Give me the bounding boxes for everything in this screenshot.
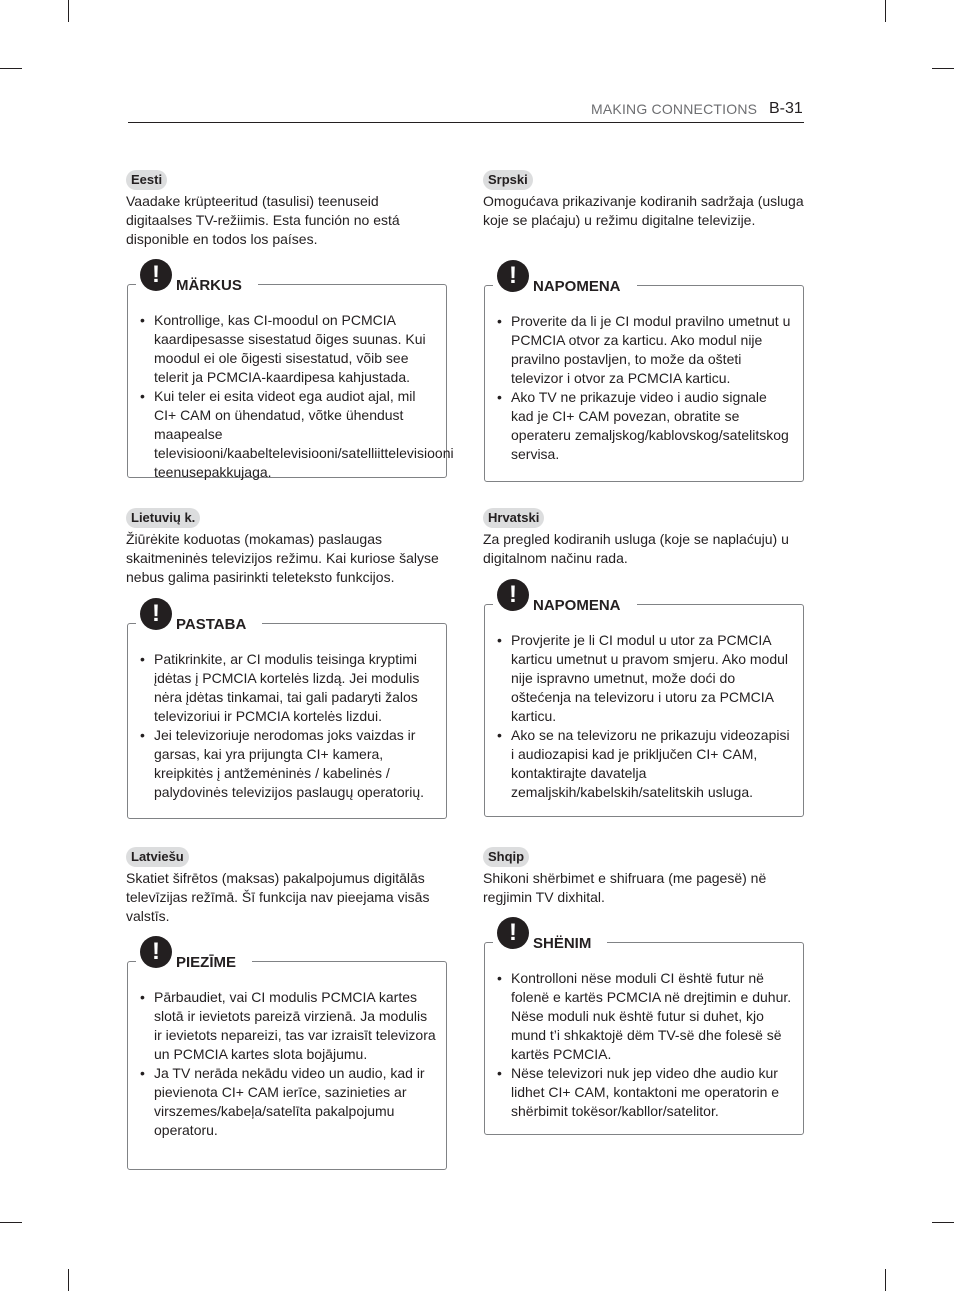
note-item: • Provjerite je li CI modul u utor za PCMCIA karticu umetnut u pravom smjeru. Ako modul nije ispravno umetnut, može doći do oštećenja na televizoru i utoru za PCMCIA karticu. — [495, 631, 793, 726]
note-title: MÄRKUS — [176, 277, 242, 294]
crop-mark — [68, 1269, 69, 1291]
note-box — [484, 262, 804, 482]
note-list — [495, 969, 793, 1121]
language-badge: Lietuvių k. — [126, 508, 200, 528]
language-badge: Hrvatski — [483, 508, 544, 528]
note-box — [484, 581, 804, 817]
section-eesti — [126, 170, 448, 249]
note-title: SHËNIM — [533, 935, 592, 952]
crop-mark — [0, 68, 22, 69]
note-box — [484, 919, 804, 1135]
note-item: • Kui teler ei esita videot ega audiot ajal, mil CI+ CAM on ühendatud, võtke ühendust maapealse televisiooni/kaabeltelevisiooni/satelliittelevisiooni teenusepakkujaga. — [138, 387, 436, 482]
section-srpski — [483, 170, 805, 230]
note-title: NAPOMENA — [533, 278, 621, 295]
page-number: B-31 — [769, 100, 803, 117]
header-divider — [128, 122, 804, 123]
note-item: • Nëse televizori nuk jep video dhe audio kur lidhet CI+ CAM, kontaktoni me operatorin e shërbimit tokësor/kabllor/satelitor. — [495, 1064, 793, 1121]
exclamation-icon: ! — [497, 917, 529, 949]
note-item: • Ako se na televizoru ne prikazuju videozapisi i audiozapisi kad je priključen CI+ CAM, kontaktirajte davatelja zemaljskih/kabelskih/satelitskih usluga. — [495, 726, 793, 802]
language-badge: Latviešu — [126, 847, 189, 867]
note-item: • Ja TV nerāda nekādu video un audio, kad ir pievienota CI+ CAM ierīce, sazinieties ar virszemes/kabeļa/satelīta pakalpojumu operatoru. — [138, 1064, 436, 1140]
language-badge: Eesti — [126, 170, 167, 190]
section-latviesu — [126, 847, 448, 926]
section-description: Shikoni shërbimet e shifruara (me pagesë) në regjimin TV dixhital. — [483, 870, 767, 905]
note-title: PIEZĪME — [176, 954, 237, 971]
note-header — [136, 261, 258, 297]
note-list — [138, 650, 436, 802]
note-item: • Pārbaudiet, vai CI modulis PCMCIA kartes slotā ir ievietots pareizā virzienā. Ja modulis ir ievietots nepareizi, tas var izraisīt televizora un PCMCIA kartes slota bojājumu. — [138, 988, 436, 1064]
note-item: • Ako TV ne prikazuje video i audio signale kad je CI+ CAM povezan, obratite se operateru zemaljskog/kablovskog/satelitskog servisa. — [495, 388, 793, 464]
language-badge: Shqip — [483, 847, 529, 867]
section-description: Za pregled kodiranih usluga (koje se naplaćuju) u digitalnom načinu rada. — [483, 531, 789, 566]
section-lietuviu — [126, 508, 448, 587]
note-item: • Proverite da li je CI modul pravilno umetnut u PCMCIA otvor za karticu. Ako modul nije pravilno postavljen, to može da ošteti televizor i otvor za PCMCIA karticu. — [495, 312, 793, 388]
exclamation-icon: ! — [140, 936, 172, 968]
note-list — [495, 631, 793, 802]
exclamation-icon: ! — [497, 579, 529, 611]
note-item: • Kontrolloni nëse moduli CI është futur në folenë e kartës PCMCIA në drejtimin e duhur. Nëse moduli nuk është futur si duhet, kjo mund t’i shkaktojë dëm TV-së dhe folesë së kartës PCMCIA. — [495, 969, 793, 1064]
section-description: Skatiet šifrētos (maksas) pakalpojumus digitālās televīzijas režīmā. Šī funkcija nav pieejama visās valstīs. — [126, 870, 430, 924]
note-header — [493, 262, 637, 298]
note-header — [493, 581, 637, 617]
note-box — [127, 261, 454, 480]
crop-mark — [932, 68, 954, 69]
note-item: • Kontrollige, kas CI-moodul on PCMCIA kaardipesasse sisestatud õiges suunas. Kui moodul ei ole õigesti sisestatud, võib see telerit ja PCMCIA-kaardipesa kahjustada. — [138, 311, 436, 387]
exclamation-icon: ! — [497, 260, 529, 292]
exclamation-icon: ! — [140, 598, 172, 630]
crop-mark — [885, 1269, 886, 1291]
note-list — [138, 988, 436, 1140]
section-description: Omogućava prikazivanje kodiranih sadržaja (usluga koje se plaćaju) u režimu digitalne televizije. — [483, 193, 804, 228]
exclamation-icon: ! — [140, 259, 172, 291]
section-hrvatski — [483, 508, 805, 568]
crop-mark — [885, 0, 886, 22]
crop-mark — [932, 1222, 954, 1223]
language-badge: Srpski — [483, 170, 533, 190]
note-list — [138, 311, 454, 482]
section-header: MAKING CONNECTIONS — [591, 101, 758, 117]
crop-mark — [68, 0, 69, 22]
note-title: PASTABA — [176, 616, 247, 633]
note-header — [493, 919, 607, 955]
section-description: Vaadake krüpteeritud (tasulisi) teenuseid digitaalses TV-režiimis. Esta función no está disponible en todos los países. — [126, 193, 400, 247]
section-shqip — [483, 847, 805, 907]
note-item: • Jei televizoriuje nerodomas joks vaizdas ir garsas, kai yra prijungta CI+ kamera, kreipkitės į antžemėninės / kabelinės / palydovinės televizijos paslaugų operatorių. — [138, 726, 436, 802]
crop-mark — [0, 1222, 22, 1223]
note-header — [136, 600, 262, 636]
note-list — [495, 312, 793, 464]
note-box — [127, 938, 447, 1170]
section-description: Žiūrėkite koduotas (mokamas) paslaugas skaitmeninės televizijos režimu. Kai kuriose šalyse nebus galima pasirinkti teleteksto funkcijos. — [126, 531, 439, 585]
note-box — [127, 600, 447, 819]
note-title: NAPOMENA — [533, 597, 621, 614]
note-header — [136, 938, 252, 974]
note-item: • Patikrinkite, ar CI modulis teisinga kryptimi įdėtas į PCMCIA kortelės lizdą. Jei modulis nėra įdėtas tinkamai, tai gali padaryti žalos televizoriui ir PCMCIA kortelės lizdui. — [138, 650, 436, 726]
